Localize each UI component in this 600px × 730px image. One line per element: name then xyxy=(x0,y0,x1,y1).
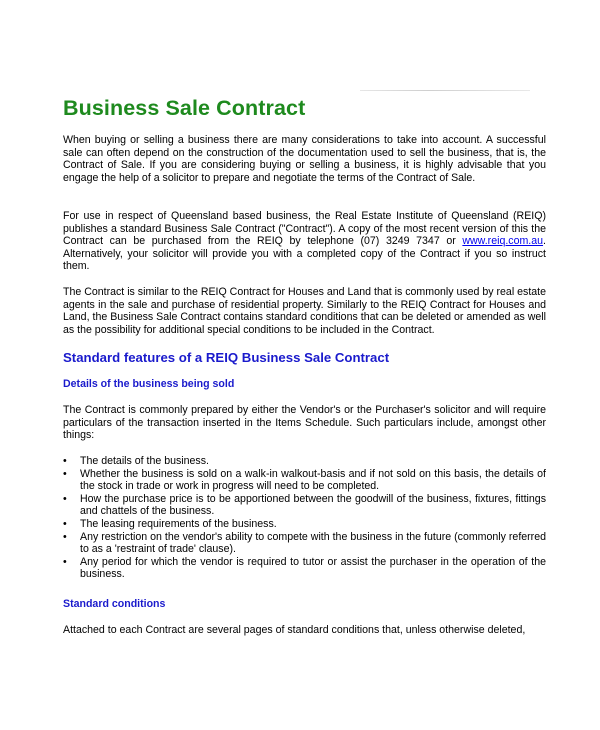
bullet-icon: • xyxy=(63,530,67,543)
intro-paragraph: When buying or selling a business there are many considerations to take into account. A successful sale can often depend on the construction of the documentation used to sell the business, that is, the Contract of Sale. If you are considering buying or selling a business, it is highly advisable that you engage the help of a solicitor to prepare and negotiate the terms of the Contract of Sale. xyxy=(63,134,546,184)
list-item xyxy=(63,468,546,493)
bullet-icon: • xyxy=(63,467,67,480)
bullet-icon: • xyxy=(63,555,67,568)
bullet-icon: • xyxy=(63,517,67,530)
list-item-text: How the purchase price is to be apportioned between the goodwill of the business, fixtures, fittings and chattels of the business. xyxy=(80,492,546,518)
reiq-website-link[interactable]: www.reiq.com.au xyxy=(462,235,544,248)
bullet-icon: • xyxy=(63,492,67,505)
list-item xyxy=(63,556,546,581)
list-item-text: The leasing requirements of the business. xyxy=(80,517,277,530)
conditions-heading: Standard conditions xyxy=(63,598,166,610)
details-paragraph: The Contract is commonly prepared by either the Vendor's or the Purchaser's solicitor and will require particulars of the transaction inserted in the Items Schedule. Such particulars include, amongst other things: xyxy=(63,404,546,442)
bullet-icon: • xyxy=(63,455,67,467)
reiq-paragraph-text-end: . Alternatively, your solicitor will provide you with a completed copy of the Contract if you so instruct them. xyxy=(63,235,546,273)
list-item xyxy=(63,455,546,468)
particulars-list xyxy=(63,455,546,581)
header-rule xyxy=(360,90,530,91)
reiq-paragraph-text: For use in respect of Queensland based business, the Real Estate Institute of Queensland (REIQ) publishes a standard Business Sale Contract ("Contract"). A copy of the most recent version of this the Contract can be purchased from the REIQ by telephone (07) 3249 7347 or xyxy=(63,210,546,248)
reiq-paragraph xyxy=(63,210,546,273)
list-item xyxy=(63,518,546,531)
list-item-text: Any period for which the vendor is required to tutor or assist the purchaser in the operation of the business. xyxy=(80,555,546,581)
section-heading: Standard features of a REIQ Business Sale Contract xyxy=(63,350,390,365)
conditions-paragraph: Attached to each Contract are several pages of standard conditions that, unless otherwise deleted, xyxy=(63,624,526,636)
document-title: Business Sale Contract xyxy=(63,96,306,120)
list-item xyxy=(63,531,546,556)
details-heading: Details of the business being sold xyxy=(63,378,235,390)
similarity-paragraph: The Contract is similar to the REIQ Contract for Houses and Land that is commonly used by real estate agents in the sale and purchase of residential property. Similarly to the REIQ Contract for Houses and Land, the Business Sale Contract contains standard conditions that can be deleted or amended as well as the possibility for additional special conditions to be included in the Contract. xyxy=(63,286,546,336)
list-item xyxy=(63,493,546,518)
list-item-text: The details of the business. xyxy=(80,455,209,467)
list-item-text: Whether the business is sold on a walk-in walkout-basis and if not sold on this basis, the details of the stock in trade or work in progress will need to be completed. xyxy=(80,467,546,493)
list-item-text: Any restriction on the vendor's ability to compete with the business in the future (commonly referred to as a 'restraint of trade' clause). xyxy=(80,530,546,556)
